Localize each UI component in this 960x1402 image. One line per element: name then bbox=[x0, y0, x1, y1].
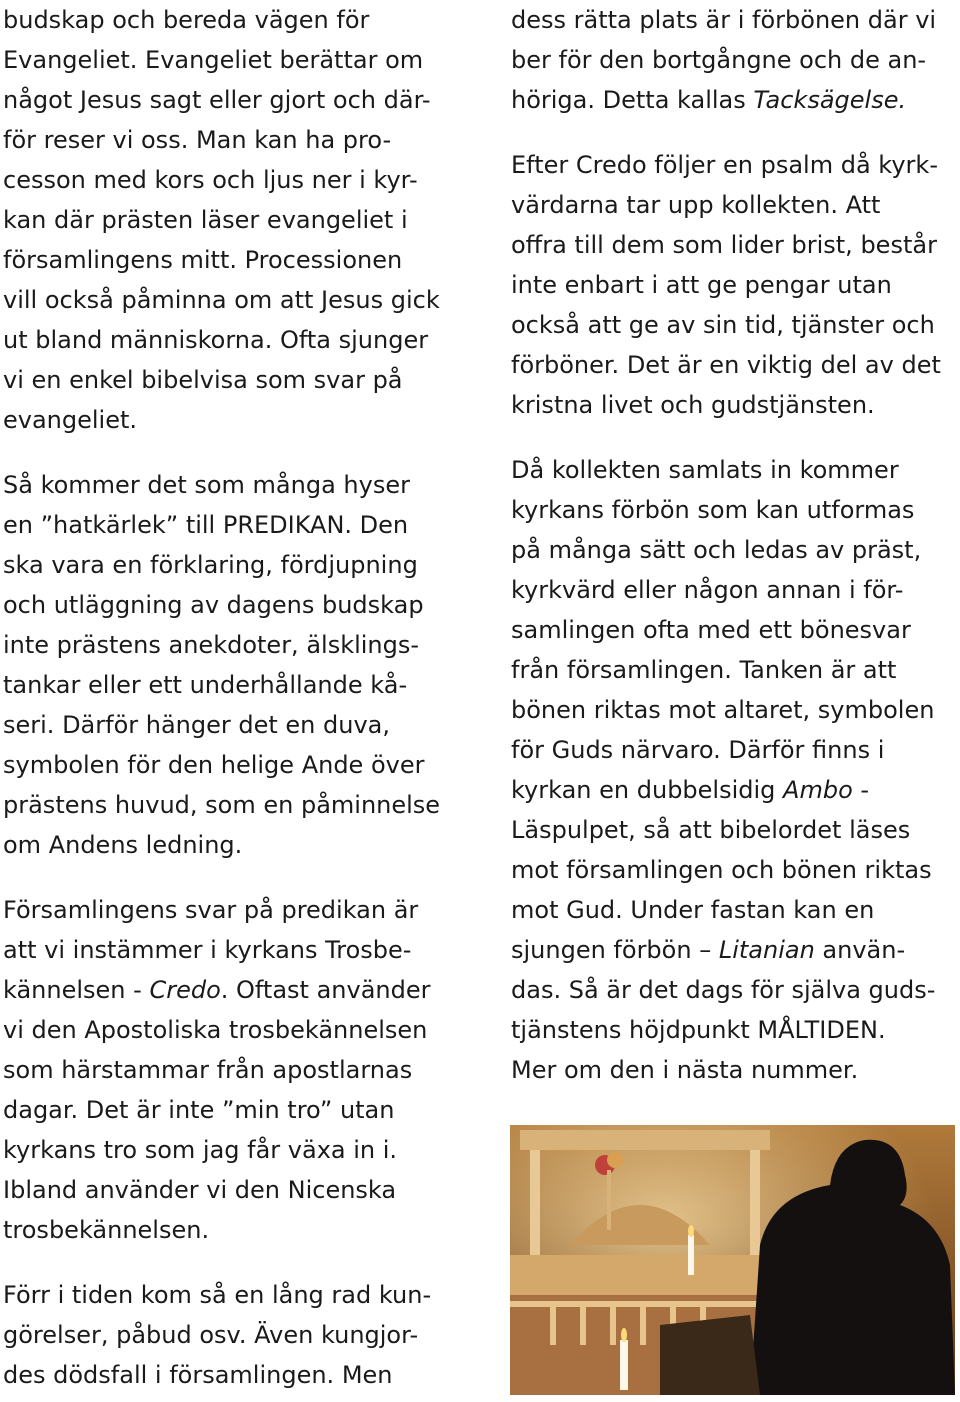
text-line bbox=[3, 160, 463, 200]
text-segment: församlingens mitt. Processionen bbox=[3, 246, 403, 274]
text-line bbox=[3, 1210, 463, 1250]
text-line bbox=[3, 200, 463, 240]
text-segment: tankar eller ett underhållande kå- bbox=[3, 671, 408, 699]
text-segment: Läspulpet, så att bibelordet läses bbox=[511, 816, 911, 844]
text-segment: kristna livet och gudstjänsten. bbox=[511, 391, 875, 419]
text-segment: samlingen ofta med ett bönesvar bbox=[511, 616, 911, 644]
text-segment: ska vara en förklaring, fördjupning bbox=[3, 551, 418, 579]
text-line bbox=[511, 0, 951, 40]
text-line bbox=[511, 185, 951, 225]
text-segment: trosbekännelsen. bbox=[3, 1216, 210, 1244]
text-segment: kan där prästen läser evangeliet i bbox=[3, 206, 408, 234]
text-line bbox=[511, 490, 951, 530]
text-line bbox=[511, 650, 951, 690]
text-line bbox=[3, 80, 463, 120]
paragraph-gap bbox=[3, 440, 463, 465]
text-segment: kännelsen - bbox=[3, 976, 150, 1004]
text-segment: tjänstens höjdpunkt MÅLTIDEN. bbox=[511, 1016, 886, 1044]
text-line bbox=[3, 465, 463, 505]
text-line bbox=[511, 265, 951, 305]
text-segment: bönen riktas mot altaret, symbolen bbox=[511, 696, 935, 724]
text-line bbox=[3, 1355, 463, 1395]
right-text-column bbox=[511, 0, 951, 1090]
text-line bbox=[511, 225, 951, 265]
italic-term: Tacksägelse. bbox=[753, 86, 907, 114]
text-segment: från församlingen. Tanken är att bbox=[511, 656, 897, 684]
text-line bbox=[3, 1050, 463, 1090]
text-segment: Förr i tiden kom så en lång rad kun- bbox=[3, 1281, 432, 1309]
text-line bbox=[3, 665, 463, 705]
text-segment: Så kommer det som många hyser bbox=[3, 471, 410, 499]
text-segment: mot Gud. Under fastan kan en bbox=[511, 896, 875, 924]
text-line bbox=[511, 770, 951, 810]
text-segment: mot församlingen och bönen riktas bbox=[511, 856, 932, 884]
paragraph-gap bbox=[3, 1250, 463, 1275]
text-segment: ut bland människorna. Ofta sjunger bbox=[3, 326, 429, 354]
text-line bbox=[511, 810, 951, 850]
text-segment: också att ge av sin tid, tjänster och bbox=[511, 311, 935, 339]
text-segment: dagar. Det är inte ”min tro” utan bbox=[3, 1096, 395, 1124]
church-altar-photo bbox=[510, 1125, 955, 1395]
text-segment: Evangeliet. Evangeliet berättar om bbox=[3, 46, 424, 74]
italic-term: Litanian bbox=[718, 936, 815, 964]
text-line bbox=[511, 1050, 951, 1090]
text-segment: Församlingens svar på predikan är bbox=[3, 896, 419, 924]
text-line bbox=[511, 40, 951, 80]
text-line bbox=[3, 400, 463, 440]
text-segment: förböner. Det är en viktig del av det bbox=[511, 351, 941, 379]
text-segment: kyrkan en dubbelsidig bbox=[511, 776, 784, 804]
text-line bbox=[3, 280, 463, 320]
paragraph-gap bbox=[511, 425, 951, 450]
text-segment: . Oftast använder bbox=[220, 976, 431, 1004]
text-segment: kyrkvärd eller någon annan i för- bbox=[511, 576, 904, 604]
paragraph-gap bbox=[3, 865, 463, 890]
text-segment: offra till dem som lider brist, består bbox=[511, 231, 937, 259]
text-line bbox=[511, 570, 951, 610]
text-line bbox=[3, 320, 463, 360]
text-segment: vill också påminna om att Jesus gick bbox=[3, 286, 440, 314]
text-segment: Mer om den i nästa nummer. bbox=[511, 1056, 859, 1084]
text-line bbox=[3, 0, 463, 40]
text-segment: des dödsfall i församlingen. Men bbox=[3, 1361, 393, 1389]
text-line bbox=[3, 1130, 463, 1170]
text-segment: något Jesus sagt eller gjort och där- bbox=[3, 86, 431, 114]
text-line bbox=[3, 585, 463, 625]
text-line bbox=[3, 240, 463, 280]
text-line bbox=[3, 625, 463, 665]
italic-term: Credo bbox=[149, 976, 221, 1004]
text-line bbox=[511, 690, 951, 730]
text-line bbox=[511, 850, 951, 890]
text-line bbox=[3, 40, 463, 80]
text-line bbox=[511, 145, 951, 185]
text-segment: kyrkans tro som jag får växa in i. bbox=[3, 1136, 398, 1164]
text-segment: das. Så är det dags för själva guds- bbox=[511, 976, 936, 1004]
text-line bbox=[511, 450, 951, 490]
text-segment: evangeliet. bbox=[3, 406, 138, 434]
text-segment: att vi instämmer i kyrkans Trosbe- bbox=[3, 936, 412, 964]
text-line bbox=[3, 705, 463, 745]
text-segment: cesson med kors och ljus ner i kyr- bbox=[3, 166, 418, 194]
text-line bbox=[3, 1170, 463, 1210]
text-line bbox=[3, 890, 463, 930]
text-segment: som härstammar från apostlarnas bbox=[3, 1056, 413, 1084]
text-line bbox=[3, 360, 463, 400]
text-line bbox=[511, 610, 951, 650]
text-segment: värdarna tar upp kollekten. Att bbox=[511, 191, 881, 219]
text-line bbox=[3, 825, 463, 865]
text-segment: kyrkans förbön som kan utformas bbox=[511, 496, 915, 524]
text-line bbox=[3, 745, 463, 785]
text-segment: och utläggning av dagens budskap bbox=[3, 591, 424, 619]
text-line bbox=[3, 505, 463, 545]
text-segment: inte prästens anekdoter, älsklings- bbox=[3, 631, 420, 659]
text-segment: symbolen för den helige Ande över bbox=[3, 751, 425, 779]
text-segment: sjungen förbön – bbox=[511, 936, 719, 964]
text-segment: inte enbart i att ge pengar utan bbox=[511, 271, 892, 299]
text-line bbox=[3, 1010, 463, 1050]
text-line bbox=[3, 120, 463, 160]
text-line bbox=[511, 385, 951, 425]
text-segment: budskap och bereda vägen för bbox=[3, 6, 370, 34]
text-segment: för Guds närvaro. Därför finns i bbox=[511, 736, 885, 764]
text-segment: om Andens ledning. bbox=[3, 831, 243, 859]
text-line bbox=[3, 545, 463, 585]
text-segment: Ibland använder vi den Nicenska bbox=[3, 1176, 397, 1204]
text-segment: görelser, påbud osv. Även kungjor- bbox=[3, 1321, 419, 1349]
text-line bbox=[511, 730, 951, 770]
text-line bbox=[3, 1090, 463, 1130]
text-segment: seri. Därför hänger det en duva, bbox=[3, 711, 390, 739]
text-line bbox=[511, 305, 951, 345]
italic-term: Ambo bbox=[783, 776, 853, 804]
text-line bbox=[511, 345, 951, 385]
text-line bbox=[511, 80, 951, 120]
text-line bbox=[3, 930, 463, 970]
left-text-column bbox=[3, 0, 463, 1395]
text-segment: en ”hatkärlek” till PREDIKAN. Den bbox=[3, 511, 409, 539]
paragraph-gap bbox=[511, 120, 951, 145]
text-line bbox=[3, 1275, 463, 1315]
text-segment: använ- bbox=[814, 936, 906, 964]
text-line bbox=[3, 785, 463, 825]
text-segment: dess rätta plats är i förbönen där vi bbox=[511, 6, 937, 34]
text-line bbox=[511, 1010, 951, 1050]
text-segment: på många sätt och ledas av präst, bbox=[511, 536, 922, 564]
text-line bbox=[3, 970, 463, 1010]
text-segment: vi en enkel bibelvisa som svar på bbox=[3, 366, 403, 394]
text-line bbox=[511, 970, 951, 1010]
text-segment: Efter Credo följer en psalm då kyrk- bbox=[511, 151, 938, 179]
text-segment: ber för den bortgångne och de an- bbox=[511, 46, 927, 74]
text-segment: prästens huvud, som en påminnelse bbox=[3, 791, 441, 819]
text-segment: för reser vi oss. Man kan ha pro- bbox=[3, 126, 392, 154]
text-line bbox=[511, 930, 951, 970]
text-segment: - bbox=[852, 776, 870, 804]
text-line bbox=[511, 530, 951, 570]
text-segment: vi den Apostoliska trosbekännelsen bbox=[3, 1016, 428, 1044]
text-line bbox=[511, 890, 951, 930]
text-segment: höriga. Detta kallas bbox=[511, 86, 754, 114]
text-line bbox=[3, 1315, 463, 1355]
text-segment: Då kollekten samlats in kommer bbox=[511, 456, 899, 484]
